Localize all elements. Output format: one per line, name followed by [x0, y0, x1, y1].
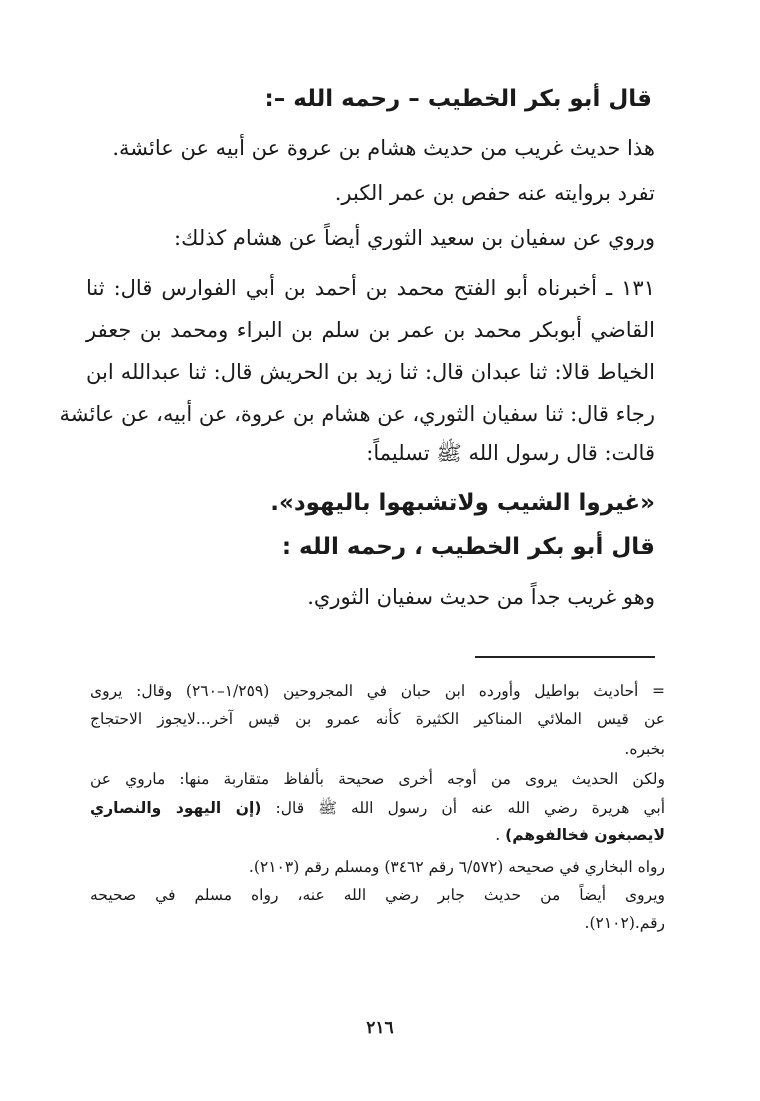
page-number: ٢١٦	[366, 1018, 394, 1038]
footnote-divider	[475, 656, 655, 658]
footnote-line-3: بخبره.	[624, 740, 665, 758]
heading-khatib-1: قال أبو بكر الخطيب – رحمه الله –:	[264, 86, 652, 112]
footnote-line-1: = أحاديث بواطيل وأورده ابن حبان في المجروحين (١/٢٥٩–٢٦٠) وقال: يروى	[90, 682, 665, 700]
footnote-bold-quote-start: (إن اليهود والنصاري	[90, 799, 262, 817]
hadith-line-5: قالت: قال رسول الله ﷺ تسليماً:	[366, 441, 655, 465]
footnote-bold-quote-end: لايصبغون فخالفوهم)	[505, 826, 665, 844]
footnote-line-6	[495, 826, 665, 844]
hadith-line-2: القاضي أبوبكر محمد بن عمر بن سلم بن البراء ومحمد بن جعفر	[86, 318, 655, 342]
hadith-line-4: رجاء قال: ثنا سفيان الثوري، عن هشام بن عروة، عن أبيه، عن عائشة	[59, 402, 655, 426]
prophetic-quote: «غيروا الشيب ولاتشبهوا باليهود».	[270, 490, 655, 516]
footnote-line-5-text: أبي هريرة رضي الله عنه أن رسول الله ﷺ قال:	[275, 799, 666, 817]
hadith-line-1: ١٣١ ـ أخبرناه أبو الفتح محمد بن أحمد بن أبي الفوارس قال: ثنا	[86, 276, 655, 300]
closing-remark: وهو غريب جداً من حديث سفيان الثوري.	[307, 585, 655, 609]
paragraph-line-2: تفرد بروايته عنه حفص بن عمر الكبر.	[334, 181, 655, 205]
footnote-line-2: عن قيس الملائي المناكير الكثيرة كأنه عمرو بن قيس آخر...لايجوز الاحتجاج	[90, 710, 665, 728]
footnote-line-5	[90, 798, 665, 821]
footnote-line-7: رواه البخاري في صحيحه (٦/٥٧٢ رقم ٣٤٦٢) ومسلم رقم (٢١٠٣).	[248, 858, 665, 876]
hadith-line-3: الخياط قالا: ثنا عبدان قال: ثنا زيد بن الحريش قال: ثنا عبدالله ابن	[86, 360, 655, 384]
footnote-line-8: ويروى أيضاً من حديث جابر رضي الله عنه، رواه مسلم في صحيحه	[90, 886, 665, 904]
footnote-line-9: رقم.(٢١٠٢).	[584, 914, 665, 932]
paragraph-line-1: هذا حديث غريب من حديث هشام بن عروة عن أبيه عن عائشة.	[112, 136, 655, 160]
footnote-bold-quote-tail: .	[495, 826, 501, 844]
paragraph-line-3: وروي عن سفيان بن سعيد الثوري أيضاً عن هشام كذلك:	[174, 226, 655, 250]
footnote-line-4: ولكن الحديث يروى من أوجه أخرى صحيحة بألفاظ متقاربة منها: ماروي عن	[90, 770, 665, 788]
heading-khatib-2: قال أبو بكر الخطيب ، رحمه الله :	[281, 534, 655, 560]
